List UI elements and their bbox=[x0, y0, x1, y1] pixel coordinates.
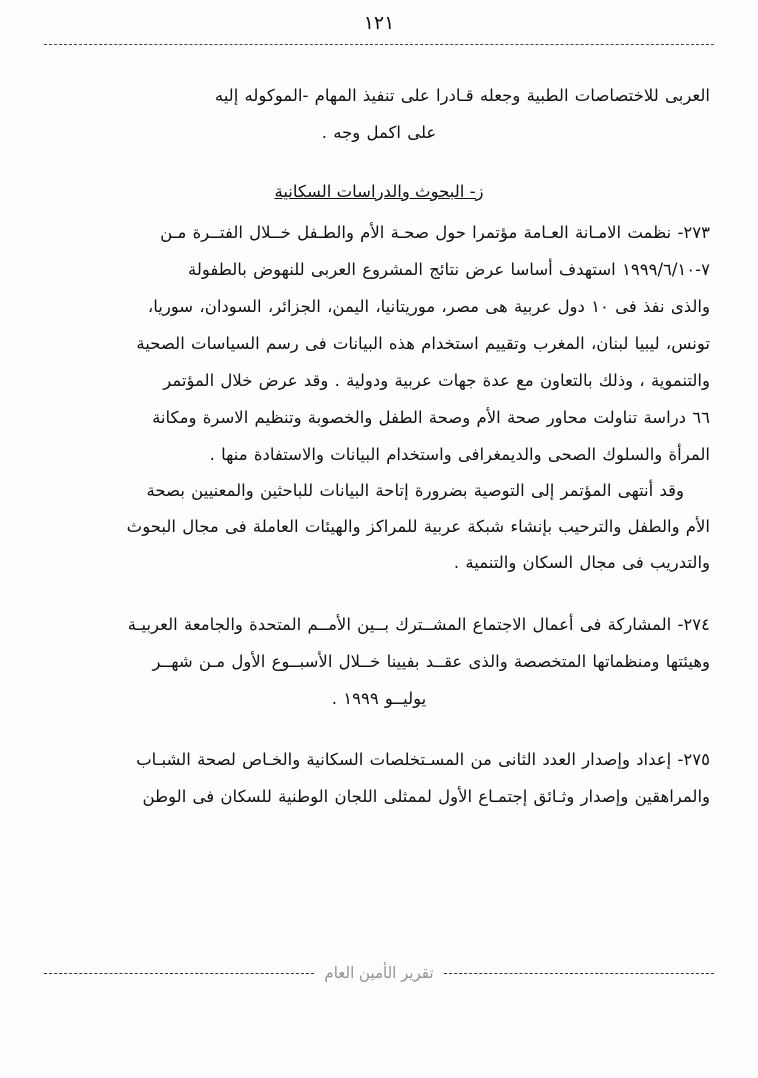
paragraph-line: وهيئتها ومنظماتها المتخصصة والذى عقــد بفيينا خــلال الأسبــوع الأول مـن شهــر bbox=[152, 651, 710, 671]
numbered-item-275 bbox=[48, 743, 710, 813]
paragraph-line: يوليــو ١٩٩٩ . bbox=[331, 688, 427, 708]
paragraph-line: العربى للاختصاصات الطبية وجعله قـادرا على تنفيذ المهام -الموكوله إليه bbox=[214, 86, 710, 105]
paragraph-line: ٢٧٣- نظمت الامـانة العـامة مؤتمرا حول صحـة الأم والطـفل خــلال الفتــرة مـن bbox=[160, 223, 710, 242]
footer-divider-right bbox=[44, 973, 314, 974]
block-spacer bbox=[48, 598, 710, 608]
paragraph-line: ٢٧٤- المشاركة فى أعمال الاجتماع المشــترك بــين الأمــم المتحدة والجامعة العربيـة bbox=[127, 614, 710, 634]
paragraph-line: ٦٦ دراسة تناولت محاور صحة الأم وصحة الطفل والخصوبة وتنظيم الاسرة ومكانة bbox=[152, 408, 710, 427]
page-footer bbox=[0, 964, 758, 982]
footer-stamp: تقرير الأمين العام bbox=[324, 963, 434, 983]
paragraph-line: والتنموية ، وذلك بالتعاون مع عدة جهات عربية ودولية . وقد عرض خلال المؤتمر bbox=[163, 371, 710, 390]
paragraph-line: والتدريب فى مجال السكان والتنمية . bbox=[453, 553, 710, 573]
paragraph-line: والمراهقين وإصدار وثـائق إجتمـاع الأول لممثلى اللجان الوطنية للسكان فى الوطن bbox=[142, 786, 710, 806]
block-spacer bbox=[48, 733, 710, 743]
continued-paragraph-block bbox=[48, 79, 710, 149]
paragraph-line: على اكمل وجه . bbox=[321, 123, 437, 142]
footer-divider-left bbox=[444, 973, 714, 974]
paragraph-line: المرأة والسلوك الصحى والديمغرافى واستخدام البيانات والاستفادة منها . bbox=[209, 445, 710, 464]
page-number: ١٢١ bbox=[363, 12, 395, 34]
paragraph-line: ٧-١٩٩٩/٦/١٠ استهدف أساسا عرض نتائج المشروع العربى للنهوض بالطفولة bbox=[187, 260, 710, 279]
numbered-item-274 bbox=[48, 608, 710, 715]
paragraph-line: والذى نفذ فى ١٠ دول عربية هى مصر، موريتانيا، اليمن، الجزائر، السودان، سوريا، bbox=[147, 297, 710, 316]
paragraph-line: ٢٧٥- إعداد وإصدار العدد الثانى من المسـتخلصات السكانية والخـاص لصحة الشبـاب bbox=[136, 749, 710, 769]
paragraph-line: وقد أنتهى المؤتمر إلى التوصية بضرورة إتاحة البيانات للباحثين والمعنيين بصحة bbox=[146, 481, 684, 500]
paragraph-line: الأم والطفل والترحيب بإنشاء شبكة عربية للمراكز والهيئات العاملة فى مجال البحوث bbox=[126, 517, 710, 537]
page-content bbox=[0, 45, 758, 813]
section-heading: ز- البحوث والدراسات السكانية bbox=[274, 182, 484, 201]
paragraph-line: تونس، ليبيا لبنان، المغرب وتقييم استخدام هذه البيانات فى رسم السياسات الصحية bbox=[136, 334, 710, 353]
numbered-item-273 bbox=[48, 216, 710, 580]
